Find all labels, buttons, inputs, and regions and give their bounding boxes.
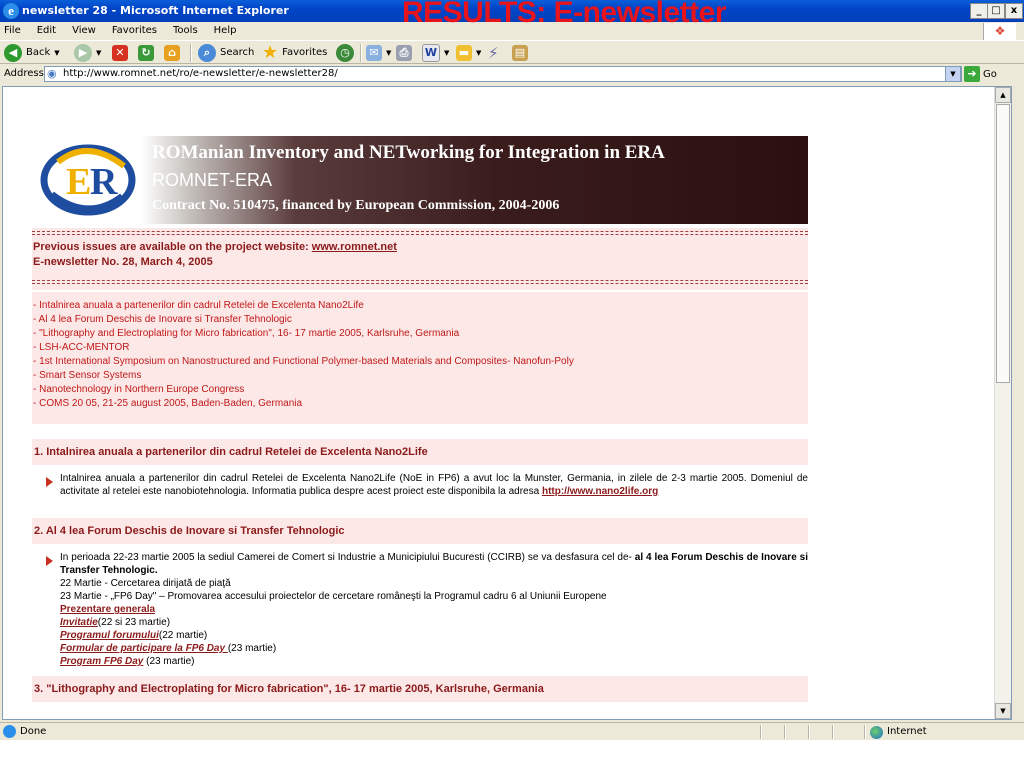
stop-icon: ✕ bbox=[112, 45, 128, 61]
browser-content[interactable] bbox=[2, 86, 1012, 720]
print-icon: ⎙ bbox=[396, 45, 412, 61]
status-bar bbox=[0, 722, 1024, 741]
search-icon: ⌕ bbox=[198, 44, 216, 62]
edit-button[interactable] bbox=[422, 44, 449, 62]
address-label: Address bbox=[4, 68, 44, 79]
fp6-programme-link[interactable]: Program FP6 Day bbox=[60, 656, 144, 667]
toolbar-separator bbox=[190, 44, 192, 62]
section2-text: In perioada 22-23 martie 2005 la sediul Camerei de Comert si Industrie a Municipiului Bucuresti (CCIRB) se va desfasura cel de- bbox=[60, 552, 635, 563]
overview-link[interactable]: Prezentare generala bbox=[60, 604, 156, 615]
discuss-button[interactable] bbox=[456, 44, 481, 62]
slide-footer bbox=[0, 740, 1024, 768]
section1-body bbox=[60, 472, 808, 498]
project-banner bbox=[32, 136, 808, 224]
edit-dropdown-icon[interactable]: ▼ bbox=[444, 49, 450, 57]
scroll-thumb[interactable] bbox=[996, 104, 1010, 383]
security-zone bbox=[870, 723, 927, 741]
divider bbox=[32, 280, 808, 284]
go-arrow-icon: ➜ bbox=[964, 66, 980, 82]
forward-button[interactable] bbox=[74, 44, 101, 62]
menu-edit[interactable]: Edit bbox=[36, 25, 57, 36]
page-icon: ◉ bbox=[47, 67, 57, 80]
folder-icon: ▬ bbox=[456, 45, 472, 61]
romnet-link[interactable]: www.romnet.net bbox=[311, 241, 397, 253]
toc-item[interactable]: - Smart Sensor Systems bbox=[33, 370, 142, 381]
address-dropdown-icon[interactable]: ▼ bbox=[945, 66, 961, 82]
back-arrow-icon: ◀ bbox=[4, 44, 22, 62]
maximize-button[interactable]: □ bbox=[987, 3, 1005, 19]
toc-item[interactable]: - Intalnirea anuala a partenerilor din cadrul Retelei de Excelenta Nano2Life bbox=[33, 300, 364, 311]
refresh-icon: ↻ bbox=[138, 45, 154, 61]
section2-body bbox=[60, 551, 808, 577]
address-bar bbox=[0, 64, 1024, 84]
section-heading: 1. Intalnirea anuala a partenerilor din cadrul Retelei de Excelenta Nano2Life bbox=[32, 439, 808, 465]
fp6-row bbox=[60, 656, 195, 667]
svg-text:R: R bbox=[90, 161, 118, 203]
refresh-button[interactable] bbox=[138, 44, 154, 62]
status-text: Done bbox=[20, 726, 47, 737]
mail-button[interactable] bbox=[366, 44, 391, 62]
nano2life-link[interactable]: http://www.nano2life.org bbox=[541, 486, 659, 497]
forward-dropdown-icon[interactable]: ▼ bbox=[96, 49, 102, 57]
menu-help[interactable]: Help bbox=[213, 25, 237, 36]
previous-issues-label: Previous issues are available on the project website: bbox=[33, 241, 312, 253]
scroll-down-icon[interactable]: ▼ bbox=[995, 703, 1011, 719]
toc-item[interactable]: - "Lithography and Electroplating for Micro fabrication", 16- 17 martie 2005, Karlsruhe, Germania bbox=[33, 328, 460, 339]
bullet-arrow-icon bbox=[46, 477, 53, 487]
menu-view[interactable]: View bbox=[72, 25, 96, 36]
issue-info bbox=[32, 228, 808, 290]
banner-acronym: ROMNET-ERA bbox=[152, 170, 273, 190]
form-row bbox=[60, 643, 276, 654]
programme-row bbox=[60, 630, 207, 641]
section1-text: Intalnirea anuala a partenerilor din cadrul Retelei de Excelenta Nano2Life (NoE in FP6) a avut loc la Munster, Germania, in zilele de 2-3 martie 2005. Domeniul de activitate al retelei este nanobiotehnologia. Informatia publica despre acest proiect este disponibila la adresa bbox=[60, 473, 808, 497]
toolbar-separator bbox=[360, 44, 362, 62]
mail-icon: ✉ bbox=[366, 45, 382, 61]
go-label: Go bbox=[983, 68, 997, 80]
programme-note: (22 martie) bbox=[158, 630, 208, 641]
toc-item[interactable]: - 1st International Symposium on Nanostructured and Functional Polymer-based Materials and Composites- Nanofun-Poly bbox=[33, 356, 574, 367]
romnet-era-logo-icon bbox=[38, 142, 138, 218]
status-panel bbox=[808, 725, 810, 739]
address-url: http://www.romnet.net/ro/e-newsletter/e-newsletter28/ bbox=[63, 68, 338, 79]
menu-favorites[interactable]: Favorites bbox=[111, 25, 158, 36]
status-panel bbox=[832, 725, 834, 739]
invitation-note: (22 si 23 martie) bbox=[97, 617, 171, 628]
home-button[interactable] bbox=[164, 44, 180, 62]
address-input[interactable] bbox=[44, 66, 962, 82]
search-label: Search bbox=[220, 47, 255, 58]
section-heading: 2. Al 4 lea Forum Deschis de Inovare si Transfer Tehnologic bbox=[32, 518, 808, 544]
menu-file[interactable]: File bbox=[4, 25, 21, 36]
ie-logo-icon: e bbox=[3, 3, 19, 19]
messenger-icon: ⚡ bbox=[488, 44, 499, 62]
toc-item[interactable]: - COMS 20 05, 21-25 august 2005, Baden-Baden, Germania bbox=[33, 398, 303, 409]
history-icon: ◷ bbox=[336, 44, 354, 62]
toolbar bbox=[0, 40, 1024, 64]
programme-link[interactable]: Programul forumului bbox=[60, 630, 159, 641]
table-of-contents bbox=[32, 292, 808, 424]
home-icon: ⌂ bbox=[164, 45, 180, 61]
search-button[interactable] bbox=[198, 44, 254, 62]
back-button[interactable] bbox=[4, 44, 60, 62]
toc-item[interactable]: - LSH-ACC-MENTOR bbox=[33, 342, 130, 353]
overlay-heading: RESULTS: E-newsletter bbox=[402, 0, 726, 29]
discuss-dropdown-icon[interactable]: ▼ bbox=[476, 49, 482, 57]
toc-item[interactable]: - Al 4 lea Forum Deschis de Inovare si Transfer Tehnologic bbox=[33, 314, 292, 325]
history-button[interactable] bbox=[336, 44, 354, 62]
day1-line: 22 Martie - Cercetarea dirijată de piaţă bbox=[60, 578, 231, 589]
status-panel bbox=[864, 725, 866, 739]
window-title: newsletter 28 - Microsoft Internet Explorer bbox=[22, 4, 289, 17]
menu-bar bbox=[0, 22, 1024, 40]
previous-issues-text bbox=[33, 241, 397, 253]
form-note: (23 martie) bbox=[227, 643, 277, 654]
go-button[interactable] bbox=[964, 65, 997, 83]
print-button[interactable] bbox=[396, 44, 412, 62]
forward-arrow-icon: ▶ bbox=[74, 44, 92, 62]
internet-globe-icon bbox=[870, 726, 883, 739]
zone-label: Internet bbox=[887, 726, 927, 737]
invitation-link[interactable]: Invitatie bbox=[60, 617, 98, 628]
mail-dropdown-icon[interactable]: ▼ bbox=[386, 49, 392, 57]
status-panel bbox=[760, 725, 762, 739]
windows-logo-icon: ❖ bbox=[983, 23, 1016, 40]
section2-bold-text: al 4 lea Forum Deschis de Inovare si Transfer Tehnologic. bbox=[60, 552, 809, 576]
favorites-button[interactable] bbox=[262, 44, 327, 62]
issue-number: E-newsletter No. 28, March 4, 2005 bbox=[33, 256, 213, 268]
toc-item[interactable]: - Nanotechnology in Northern Europe Congress bbox=[33, 384, 245, 395]
research-icon: ▤ bbox=[512, 45, 528, 61]
word-edit-icon: W bbox=[422, 44, 440, 62]
messenger-button[interactable] bbox=[488, 44, 499, 62]
section-heading-partial: 3. "Lithography and Electroplating for Micro fabrication", 16- 17 martie 2005, Karlsruhe, Germania bbox=[32, 676, 808, 702]
stop-button[interactable] bbox=[112, 44, 128, 62]
svg-text:E: E bbox=[66, 161, 92, 203]
invitation-row bbox=[60, 617, 170, 628]
fp6-note: (23 martie) bbox=[143, 656, 195, 667]
vertical-scrollbar[interactable] bbox=[994, 87, 1011, 719]
day2-line: 23 Martie - „FP6 Day" – Promovarea accesului proiectelor de cercetare româneşti la Programul cadru 6 al Uniunii Europene bbox=[60, 591, 607, 602]
banner-title: ROManian Inventory and NETworking for Integration in ERA bbox=[152, 142, 665, 163]
minimize-button[interactable]: _ bbox=[970, 3, 988, 19]
status-panel bbox=[784, 725, 786, 739]
participation-form-link[interactable]: Formular de participare la FP6 Day bbox=[60, 643, 228, 654]
divider bbox=[32, 231, 808, 235]
back-dropdown-icon[interactable]: ▼ bbox=[54, 49, 60, 57]
research-button[interactable] bbox=[512, 44, 528, 62]
page-done-icon bbox=[3, 725, 16, 738]
back-label: Back bbox=[26, 47, 51, 58]
banner-contract: Contract No. 510475, financed by European Commission, 2004-2006 bbox=[152, 198, 560, 213]
scroll-up-icon[interactable]: ▲ bbox=[995, 87, 1011, 103]
favorites-label: Favorites bbox=[282, 47, 328, 58]
favorites-star-icon: ★ bbox=[262, 42, 279, 63]
close-button[interactable]: x bbox=[1005, 3, 1023, 19]
menu-tools[interactable]: Tools bbox=[173, 25, 198, 36]
bullet-arrow-icon bbox=[46, 556, 53, 566]
